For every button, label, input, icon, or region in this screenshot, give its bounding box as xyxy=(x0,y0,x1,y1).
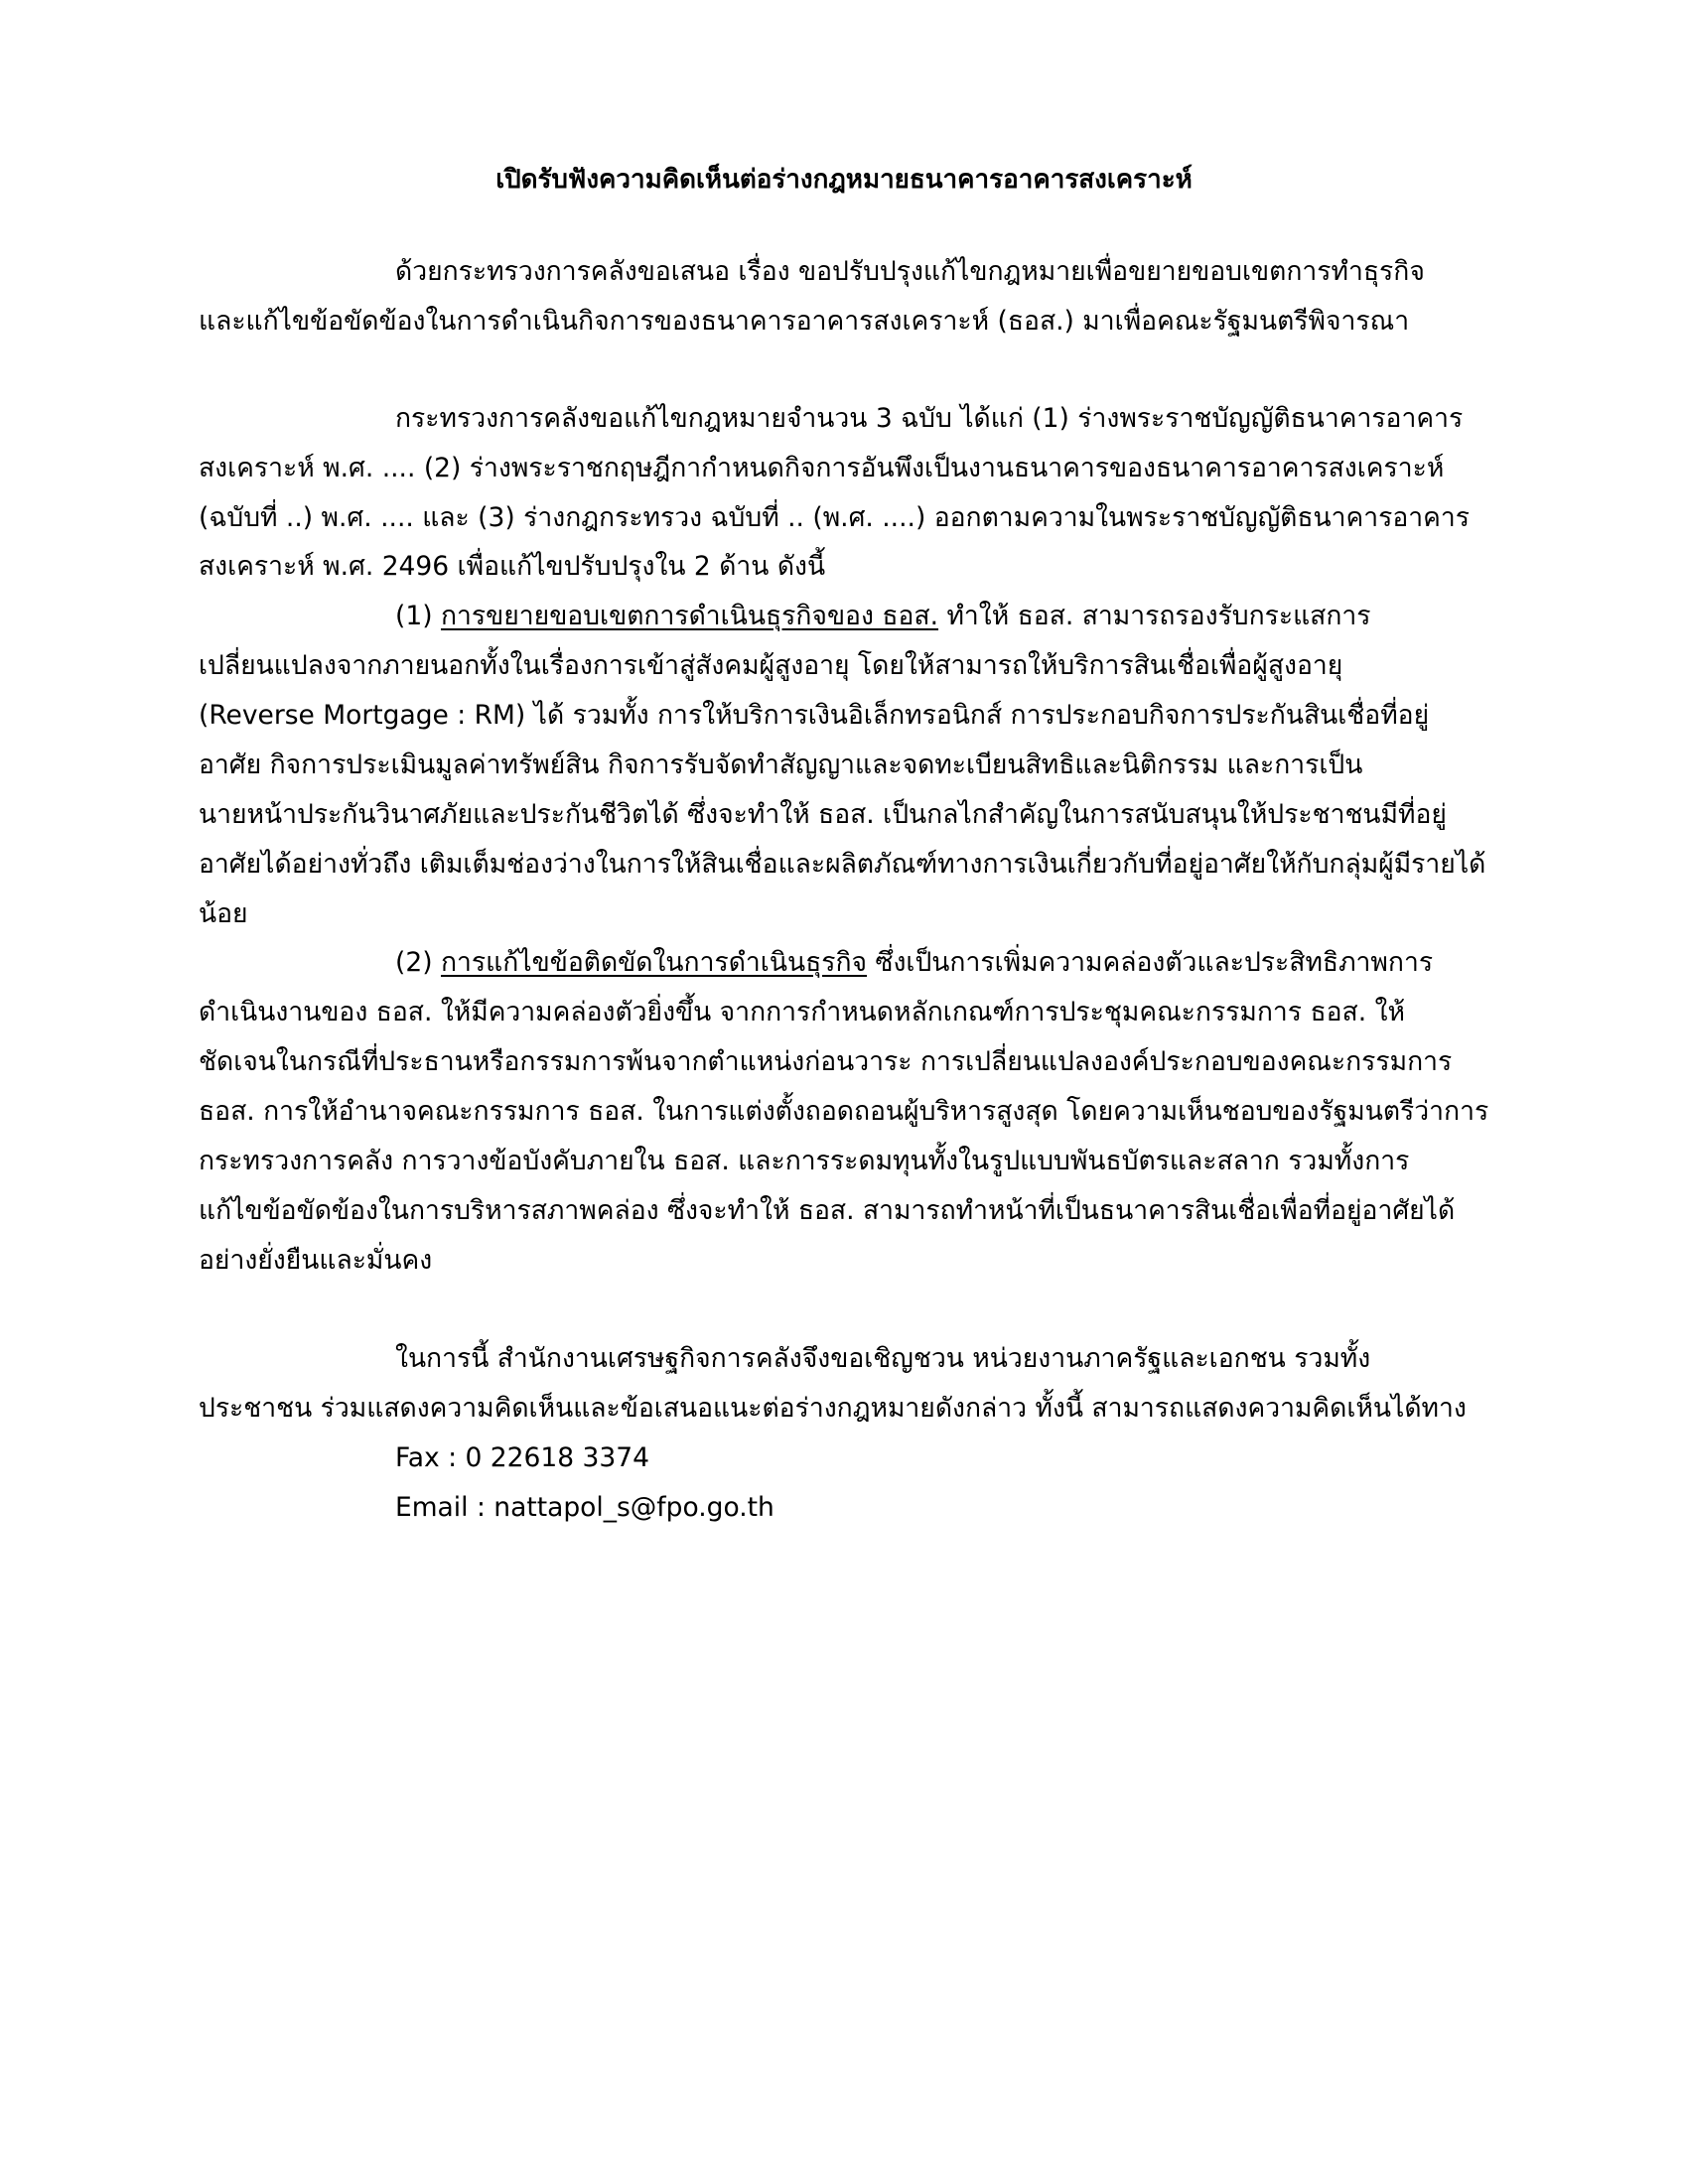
item2-line7: อย่างยั่งยืนและมั่นคง xyxy=(199,1245,433,1276)
contact-email[interactable]: Email : nattapol_s@fpo.go.th xyxy=(395,1492,774,1523)
item2-line4: ธอส. การให้อำนาจคณะกรรมการ ธอส. ในการแต่งตั้งถอดถอนผู้บริหารสูงสุด โดยความเห็นชอบของรัฐมนตรีว่าการ xyxy=(199,1096,1489,1127)
item1-line4: อาศัย กิจการประเมินมูลค่าทรัพย์สิน กิจการรับจัดทำสัญญาและจดทะเบียนสิทธิและนิติกรรม และการเป็น xyxy=(199,750,1363,780)
item1-line5: นายหน้าประกันวินาศภัยและประกันชีวิตได้ ซึ่งจะทำให้ ธอส. เป็นกลไกสำคัญในการสนับสนุนให้ประชาชนมีที่อยู่ xyxy=(199,799,1447,830)
item2-first-line xyxy=(395,945,1433,981)
para1-line1: ด้วยกระทรวงการคลังขอเสนอ เรื่อง ขอปรับปรุงแก้ไขกฎหมายเพื่อขยายขอบเขตการทำธุรกิจ xyxy=(395,256,1425,287)
para2-line2: สงเคราะห์ พ.ศ. .... (2) ร่างพระราชกฤษฎีกากำหนดกิจการอันพึงเป็นงานธนาคารของธนาคารอาคารสงเคราะห์ xyxy=(199,453,1445,483)
item2-line2: ดำเนินงานของ ธอส. ให้มีความคล่องตัวยิ่งขึ้น จากการกำหนดหลักเกณฑ์การประชุมคณะกรรมการ ธอส. ให้ xyxy=(199,997,1405,1027)
para2-line4: สงเคราะห์ พ.ศ. 2496 เพื่อแก้ไขปรับปรุงใน 2 ด้าน ดังนี้ xyxy=(199,551,826,582)
item1-number: (1) xyxy=(395,601,433,631)
item1-line7: น้อย xyxy=(199,898,248,929)
item2-line1-rest: ซึ่งเป็นการเพิ่มความคล่องตัวและประสิทธิภาพการ xyxy=(867,947,1434,978)
para2-line1: กระทรวงการคลังขอแก้ไขกฎหมายจำนวน 3 ฉบับ ได้แก่ (1) ร่างพระราชบัญญัติธนาคารอาคาร xyxy=(395,403,1464,434)
contact-fax: Fax : 0 22618 3374 xyxy=(395,1442,649,1473)
item2-line5: กระทรวงการคลัง การวางข้อบังคับภายใน ธอส. และการระดมทุนทั้งในรูปแบบพันธบัตรและสลาก รวมทั้งการ xyxy=(199,1146,1410,1176)
item1-line1-rest: ทำให้ ธอส. สามารถรองรับกระแสการ xyxy=(938,601,1371,631)
item1-line3: (Reverse Mortgage : RM) ได้ รวมทั้ง การให้บริการเงินอิเล็กทรอนิกส์ การประกอบกิจการประกันสินเชื่อที่อยู่ xyxy=(199,700,1430,731)
para3-line1: ในการนี้ สำนักงานเศรษฐกิจการคลังจึงขอเชิญชวน หน่วยงานภาครัฐและเอกชน รวมทั้ง xyxy=(395,1343,1371,1374)
item2-number: (2) xyxy=(395,947,433,978)
para3-line2: ประชาชน ร่วมแสดงความคิดเห็นและข้อเสนอแนะต่อร่างกฎหมายดังกล่าว ทั้งนี้ สามารถแสดงความคิดเห็นได้ทาง xyxy=(199,1393,1467,1424)
para1-line2: และแก้ไขข้อขัดข้องในการดำเนินกิจการของธนาคารอาคารสงเคราะห์ (ธอส.) มาเพื่อคณะรัฐมนตรีพิจารณา xyxy=(199,306,1410,337)
document-title: เปิดรับฟังความคิดเห็นต่อร่างกฎหมายธนาคารอาคารสงเคราะห์ xyxy=(495,165,1193,195)
item1-first-line xyxy=(395,599,1371,634)
item2-heading: การแก้ไขข้อติดขัดในการดำเนินธุรกิจ xyxy=(440,947,868,978)
item1-heading: การขยายขอบเขตการดำเนินธุรกิจของ ธอส. xyxy=(440,601,939,631)
item2-line6: แก้ไขข้อขัดข้องในการบริหารสภาพคล่อง ซึ่งจะทำให้ ธอส. สามารถทำหน้าที่เป็นธนาคารสินเชื่อเพื่อที่อยู่อาศัยได้ xyxy=(199,1195,1456,1226)
item2-line3: ชัดเจนในกรณีที่ประธานหรือกรรมการพ้นจากตำแหน่งก่อนวาระ การเปลี่ยนแปลงองค์ประกอบของคณะกรรมการ xyxy=(199,1046,1453,1077)
item1-line6: อาศัยได้อย่างทั่วถึง เติมเต็มช่องว่างในการให้สินเชื่อและผลิตภัณฑ์ทางการเงินเกี่ยวกับที่อยู่อาศัยให้กับกลุ่มผู้มีรายได้ xyxy=(199,849,1486,880)
para2-line3: (ฉบับที่ ..) พ.ศ. .... และ (3) ร่างกฎกระทรวง ฉบับที่ .. (พ.ศ. ....) ออกตามความในพระราชบัญญัติธนาคารอาคาร xyxy=(199,502,1471,533)
item1-line2: เปลี่ยนแปลงจากภายนอกทั้งในเรื่องการเข้าสู่สังคมผู้สูงอายุ โดยให้สามารถให้บริการสินเชื่อเพื่อผู้สูงอายุ xyxy=(199,650,1343,681)
